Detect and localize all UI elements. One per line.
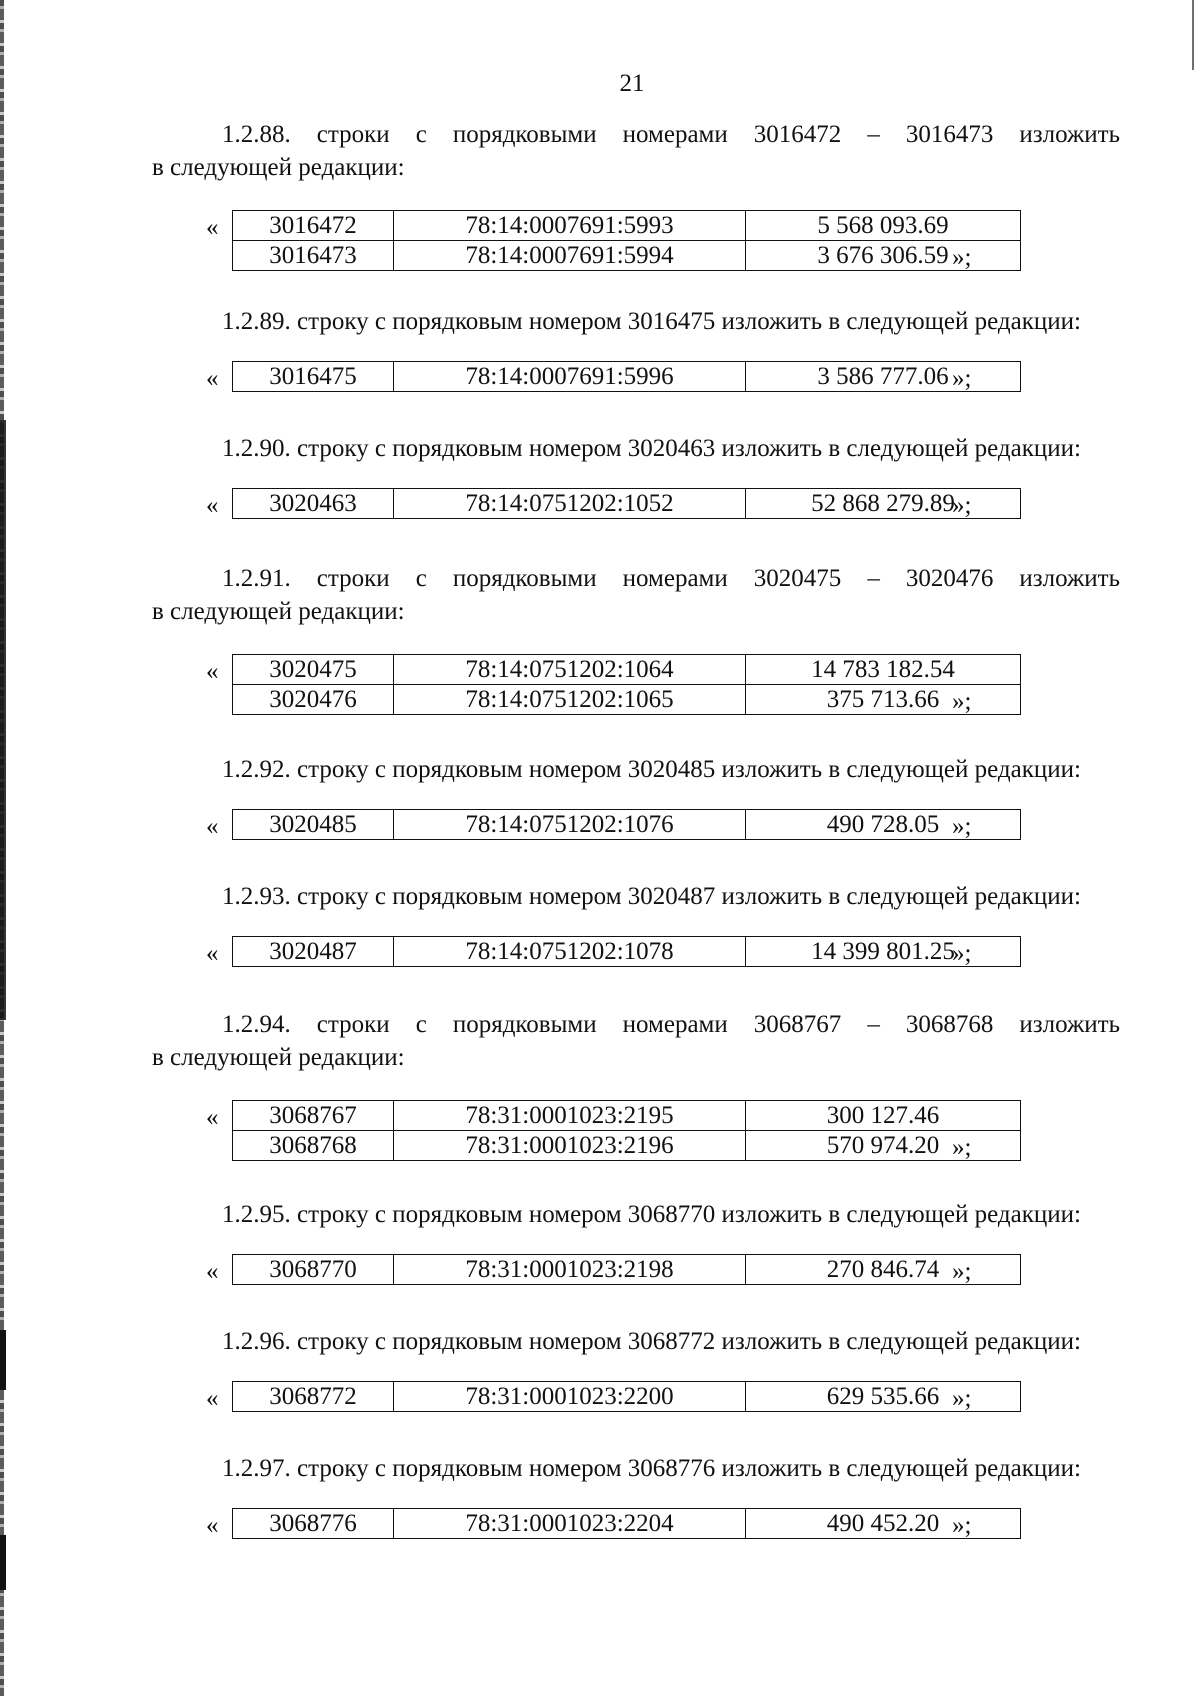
quote-open: « bbox=[206, 1385, 219, 1412]
quote-close: »; bbox=[952, 940, 972, 967]
quote-close: »; bbox=[952, 492, 972, 519]
value-cell: 5 568 093.69 bbox=[746, 211, 1021, 241]
row-number-cell: 3068776 bbox=[233, 1509, 394, 1539]
scan-mark bbox=[0, 1535, 6, 1590]
cadastral-number-cell: 78:14:0007691:5996 bbox=[394, 362, 746, 392]
quoted-table-row bbox=[152, 361, 1120, 392]
quote-open: « bbox=[206, 940, 219, 967]
item-text: строку с порядковым номером 3068776 изложить в следующей редакции: bbox=[297, 1455, 1081, 1482]
cadastral-number-cell: 78:14:0751202:1076 bbox=[394, 810, 746, 840]
table-row bbox=[233, 362, 1021, 392]
quote-open: « bbox=[206, 214, 219, 241]
cadastral-number-cell: 78:14:0751202:1065 bbox=[394, 685, 746, 715]
cadastral-table bbox=[232, 210, 1021, 271]
amendment-text bbox=[152, 753, 1120, 786]
quoted-table-row bbox=[152, 210, 1120, 271]
cadastral-number-cell: 78:14:0007691:5994 bbox=[394, 241, 746, 271]
cadastral-table bbox=[232, 488, 1021, 519]
item-text: строку с порядковым номером 3020485 изложить в следующей редакции: bbox=[297, 756, 1081, 783]
quoted-table-row bbox=[152, 936, 1120, 967]
row-number-cell: 3020475 bbox=[233, 655, 394, 685]
cadastral-number-cell: 78:14:0751202:1078 bbox=[394, 937, 746, 967]
cadastral-number-cell: 78:31:0001023:2196 bbox=[394, 1131, 746, 1161]
row-number-cell: 3068772 bbox=[233, 1382, 394, 1412]
item-number: 1.2.93. bbox=[222, 883, 291, 910]
cadastral-number-cell: 78:31:0001023:2195 bbox=[394, 1101, 746, 1131]
cadastral-table bbox=[232, 1254, 1021, 1285]
amendment-text-line: в следующей редакции: bbox=[152, 154, 405, 181]
item-text: строки с порядковыми номерами 3016472 – 3016473 изложить bbox=[316, 121, 1120, 148]
amendment-text bbox=[152, 432, 1120, 465]
amendment-text-line bbox=[152, 1008, 1120, 1041]
table-row bbox=[233, 241, 1021, 271]
value-cell: 490 728.05 bbox=[746, 810, 1021, 840]
quote-open: « bbox=[206, 492, 219, 519]
quoted-table-row bbox=[152, 654, 1120, 715]
row-number-cell: 3020487 bbox=[233, 937, 394, 967]
quoted-table-row bbox=[152, 1508, 1120, 1539]
item-text: строку с порядковым номером 3068772 изложить в следующей редакции: bbox=[297, 1328, 1081, 1355]
table-row bbox=[233, 489, 1021, 519]
amendment-text bbox=[152, 1198, 1120, 1231]
row-number-cell: 3068770 bbox=[233, 1255, 394, 1285]
amendment-item bbox=[152, 753, 1120, 840]
amendment-text-line: в следующей редакции: bbox=[152, 598, 405, 625]
cadastral-table bbox=[232, 1508, 1021, 1539]
quote-close: »; bbox=[952, 813, 972, 840]
item-text: строку с порядковым номером 3068770 изложить в следующей редакции: bbox=[297, 1201, 1081, 1228]
amendment-item bbox=[152, 1325, 1120, 1412]
scan-mark bbox=[1192, 0, 1194, 70]
cadastral-table bbox=[232, 1381, 1021, 1412]
amendment-text bbox=[152, 118, 1120, 184]
amendment-item bbox=[152, 1198, 1120, 1285]
cadastral-table bbox=[232, 809, 1021, 840]
row-number-cell: 3016472 bbox=[233, 211, 394, 241]
amendment-text bbox=[152, 1008, 1120, 1074]
cadastral-number-cell: 78:31:0001023:2200 bbox=[394, 1382, 746, 1412]
value-cell: 375 713.66 bbox=[746, 685, 1021, 715]
table-row bbox=[233, 1255, 1021, 1285]
cadastral-table bbox=[232, 936, 1021, 967]
cadastral-number-cell: 78:14:0751202:1064 bbox=[394, 655, 746, 685]
item-number: 1.2.95. bbox=[222, 1201, 291, 1228]
amendment-item bbox=[152, 118, 1120, 271]
value-cell: 570 974.20 bbox=[746, 1131, 1021, 1161]
quote-close: »; bbox=[952, 1134, 972, 1161]
quote-close: »; bbox=[952, 1258, 972, 1285]
cadastral-table bbox=[232, 1100, 1021, 1161]
value-cell: 3 586 777.06 bbox=[746, 362, 1021, 392]
table-row bbox=[233, 211, 1021, 241]
value-cell: 300 127.46 bbox=[746, 1101, 1021, 1131]
table-row bbox=[233, 1382, 1021, 1412]
row-number-cell: 3068767 bbox=[233, 1101, 394, 1131]
amendment-text-line bbox=[152, 118, 1120, 151]
item-number: 1.2.90. bbox=[222, 435, 291, 462]
amendment-text bbox=[152, 1452, 1120, 1485]
amendment-item bbox=[152, 432, 1120, 519]
item-text: строки с порядковыми номерами 3020475 – 3020476 изложить bbox=[316, 565, 1120, 592]
amendment-item bbox=[152, 305, 1120, 392]
table-row bbox=[233, 1101, 1021, 1131]
amendment-text bbox=[152, 305, 1120, 338]
item-text: строку с порядковым номером 3016475 изложить в следующей редакции: bbox=[297, 308, 1081, 335]
table-row bbox=[233, 1509, 1021, 1539]
scan-mark bbox=[0, 420, 6, 1020]
value-cell: 52 868 279.89 bbox=[746, 489, 1021, 519]
amendment-item bbox=[152, 1452, 1120, 1539]
item-number: 1.2.88. bbox=[222, 121, 291, 148]
value-cell: 490 452.20 bbox=[746, 1509, 1021, 1539]
quote-open: « bbox=[206, 658, 219, 685]
row-number-cell: 3020485 bbox=[233, 810, 394, 840]
value-cell: 14 399 801.25 bbox=[746, 937, 1021, 967]
amendment-item bbox=[152, 562, 1120, 715]
value-cell: 14 783 182.54 bbox=[746, 655, 1021, 685]
item-number: 1.2.89. bbox=[222, 308, 291, 335]
quoted-table-row bbox=[152, 809, 1120, 840]
cadastral-number-cell: 78:14:0751202:1052 bbox=[394, 489, 746, 519]
table-row bbox=[233, 685, 1021, 715]
amendment-text bbox=[152, 880, 1120, 913]
quote-close: »; bbox=[952, 688, 972, 715]
row-number-cell: 3068768 bbox=[233, 1131, 394, 1161]
table-row bbox=[233, 937, 1021, 967]
quote-close: »; bbox=[952, 1385, 972, 1412]
table-row bbox=[233, 810, 1021, 840]
amendment-text bbox=[152, 562, 1120, 628]
quote-open: « bbox=[206, 1512, 219, 1539]
quoted-table-row bbox=[152, 1254, 1120, 1285]
quote-open: « bbox=[206, 365, 219, 392]
amendment-text-line: в следующей редакции: bbox=[152, 1044, 405, 1071]
quote-close: »; bbox=[952, 1512, 972, 1539]
cadastral-number-cell: 78:31:0001023:2204 bbox=[394, 1509, 746, 1539]
quote-close: »; bbox=[952, 244, 972, 271]
table-row bbox=[233, 1131, 1021, 1161]
item-number: 1.2.92. bbox=[222, 756, 291, 783]
quote-open: « bbox=[206, 813, 219, 840]
item-number: 1.2.96. bbox=[222, 1328, 291, 1355]
cadastral-table bbox=[232, 361, 1021, 392]
row-number-cell: 3016475 bbox=[233, 362, 394, 392]
quote-open: « bbox=[206, 1104, 219, 1131]
quoted-table-row bbox=[152, 488, 1120, 519]
quoted-table-row bbox=[152, 1100, 1120, 1161]
row-number-cell: 3020476 bbox=[233, 685, 394, 715]
row-number-cell: 3016473 bbox=[233, 241, 394, 271]
table-row bbox=[233, 655, 1021, 685]
quote-open: « bbox=[206, 1258, 219, 1285]
value-cell: 270 846.74 bbox=[746, 1255, 1021, 1285]
amendment-item bbox=[152, 880, 1120, 967]
item-number: 1.2.94. bbox=[222, 1011, 291, 1038]
item-text: строку с порядковым номером 3020463 изложить в следующей редакции: bbox=[297, 435, 1081, 462]
cadastral-number-cell: 78:14:0007691:5993 bbox=[394, 211, 746, 241]
cadastral-table bbox=[232, 654, 1021, 715]
amendment-text-line bbox=[152, 562, 1120, 595]
value-cell: 3 676 306.59 bbox=[746, 241, 1021, 271]
item-text: строку с порядковым номером 3020487 изложить в следующей редакции: bbox=[297, 883, 1081, 910]
page-number: 21 bbox=[619, 70, 645, 97]
scan-mark bbox=[0, 1330, 6, 1390]
quote-close: »; bbox=[952, 365, 972, 392]
quoted-table-row bbox=[152, 1381, 1120, 1412]
item-text: строки с порядковыми номерами 3068767 – 3068768 изложить bbox=[316, 1011, 1120, 1038]
amendment-text bbox=[152, 1325, 1120, 1358]
item-number: 1.2.91. bbox=[222, 565, 291, 592]
item-number: 1.2.97. bbox=[222, 1455, 291, 1482]
row-number-cell: 3020463 bbox=[233, 489, 394, 519]
cadastral-number-cell: 78:31:0001023:2198 bbox=[394, 1255, 746, 1285]
amendment-item bbox=[152, 1008, 1120, 1161]
value-cell: 629 535.66 bbox=[746, 1382, 1021, 1412]
